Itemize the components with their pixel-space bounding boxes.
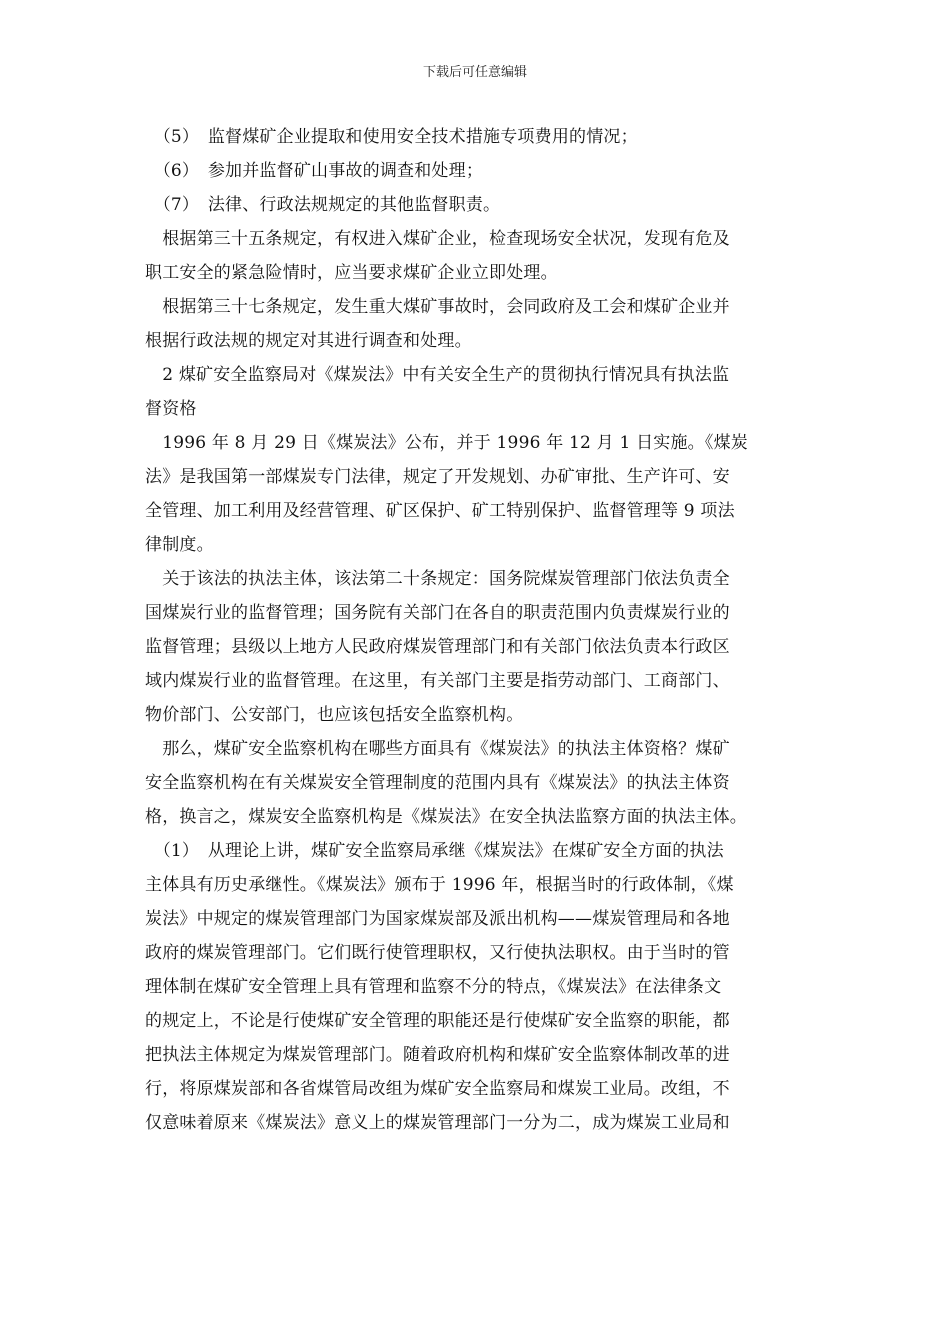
- text-line: 根据第三十五条规定，有权进入煤矿企业，检查现场安全状况，发现有危及: [145, 229, 730, 249]
- text-line: 根据第三十七条规定，发生重大煤矿事故时，会同政府及工会和煤矿企业并: [145, 297, 730, 317]
- text-line: 炭法》中规定的煤炭管理部门为国家煤炭部及派出机构——煤炭管理局和各地: [145, 909, 730, 929]
- page-header: 下载后可任意编辑: [422, 65, 527, 80]
- text-line: 2 煤矿安全监察局对《煤炭法》中有关安全生产的贯彻执行情况具有执法监: [145, 365, 730, 385]
- text-line: 格，换言之，煤炭安全监察机构是《煤炭法》在安全执法监察方面的执法主体。: [145, 807, 747, 827]
- text-line: （6） 参加并监督矿山事故的调查和处理；: [145, 161, 484, 181]
- text-line: 那么，煤矿安全监察机构在哪些方面具有《煤炭法》的执法主体资格？煤矿: [145, 739, 730, 759]
- text-line: 督资格: [145, 399, 197, 419]
- text-line: 物价部门、公安部门，也应该包括安全监察机构。: [145, 705, 524, 725]
- text-line: 1996 年 8 月 29 日《煤炭法》公布，并于 1996 年 12 月 1 日实施。《煤炭: [145, 433, 748, 453]
- text-line: 政府的煤炭管理部门。它们既行使管理职权，又行使执法职权。由于当时的管: [145, 943, 730, 963]
- text-line: 主体具有历史承继性。《煤炭法》颁布于 1996 年，根据当时的行政体制，《煤: [145, 875, 734, 895]
- text-line: （5） 监督煤矿企业提取和使用安全技术措施专项费用的情况；: [145, 127, 638, 147]
- text-line: （1） 从理论上讲，煤矿安全监察局承继《煤炭法》在煤矿安全方面的执法: [145, 841, 724, 861]
- text-line: 职工安全的紧急险情时，应当要求煤矿企业立即处理。: [145, 263, 558, 283]
- text-line: 全管理、加工利用及经营管理、矿区保护、矿工特别保护、监督管理等 9 项法: [145, 501, 735, 521]
- text-line: 域内煤炭行业的监督管理。在这里，有关部门主要是指劳动部门、工商部门、: [145, 671, 730, 691]
- document-body: [145, 120, 805, 1140]
- text-line: 的规定上，不论是行使煤矿安全管理的职能还是行使煤矿安全监察的职能，都: [145, 1011, 730, 1031]
- text-line: 国煤炭行业的监督管理；国务院有关部门在各自的职责范围内负责煤炭行业的: [145, 603, 730, 623]
- text-line: 仅意味着原来《煤炭法》意义上的煤炭管理部门一分为二，成为煤炭工业局和: [145, 1113, 730, 1133]
- text-line: 监督管理；县级以上地方人民政府煤炭管理部门和有关部门依法负责本行政区: [145, 637, 730, 657]
- text-line: 安全监察机构在有关煤炭安全管理制度的范围内具有《煤炭法》的执法主体资: [145, 773, 730, 793]
- text-line: 根据行政法规的规定对其进行调查和处理。: [145, 331, 472, 351]
- text-line: 法》是我国第一部煤炭专门法律，规定了开发规划、办矿审批、生产许可、安: [145, 467, 730, 487]
- text-line: 把执法主体规定为煤炭管理部门。随着政府机构和煤矿安全监察体制改革的进: [145, 1045, 730, 1065]
- text-line: 行，将原煤炭部和各省煤管局改组为煤矿安全监察局和煤炭工业局。改组，不: [145, 1079, 730, 1099]
- text-line: （7） 法律、行政法规规定的其他监督职责。: [145, 195, 501, 215]
- text-line: 关于该法的执法主体，该法第二十条规定：国务院煤炭管理部门依法负责全: [145, 569, 730, 589]
- text-line: 律制度。: [145, 535, 214, 555]
- text-line: 理体制在煤矿安全管理上具有管理和监察不分的特点，《煤炭法》在法律条文: [145, 977, 722, 997]
